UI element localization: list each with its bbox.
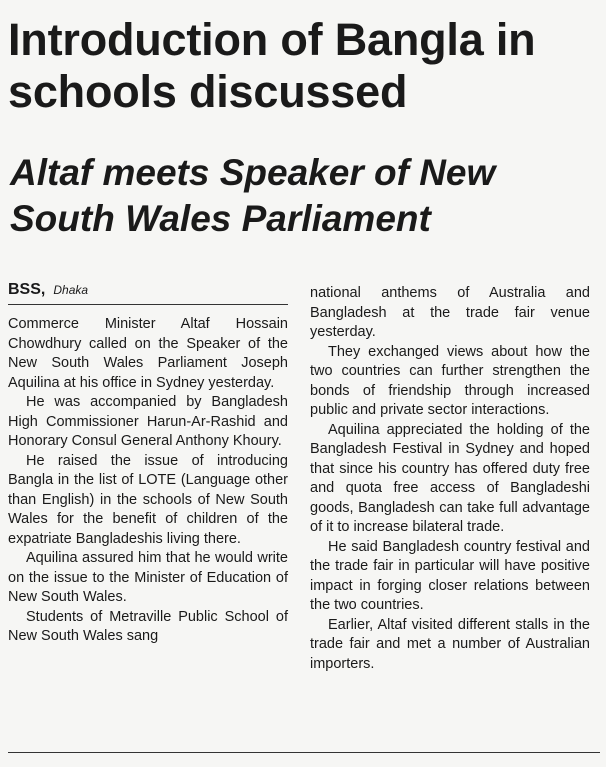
byline: [8, 280, 288, 305]
paragraph-9: Earlier, Altaf visited different stalls in the trade fair and met a number of Australian importers.: [310, 616, 590, 672]
subheadline: Altaf meets Speaker of New South Wales Parliament: [10, 152, 496, 239]
paragraph-7: Aquilina appreciated the holding of the Bangladesh Festival in Sydney and hoped that since his country has offered duty free and quota free access of Bangladeshi goods, Bangladesh can take full advantage of it to increase bilateral trade.: [310, 421, 590, 535]
paragraph-3: He raised the issue of introducing Bangla in the list of LOTE (Language other than English) in the schools of New South Wales for the benefit of children of the expatriate Bangladeshis living there.: [8, 452, 288, 547]
byline-source: BSS,: [8, 281, 46, 298]
bottom-rule: [8, 752, 600, 753]
headline: Introduction of Bangla in schools discussed: [8, 14, 536, 117]
paragraph-8: He said Bangladesh country festival and the trade fair in particular will have positive impact in forging closer relations between the two countries.: [310, 538, 590, 613]
paragraph-2: He was accompanied by Bangladesh High Commissioner Harun-Ar-Rashid and Honorary Consul General Anthony Khoury.: [8, 394, 288, 449]
byline-location: Dhaka: [53, 283, 89, 297]
paragraph-1: Commerce Minister Altaf Hossain Chowdhury called on the Speaker of the New South Wales Parliament Joseph Aquilina at his office in Sydney yesterday.: [8, 316, 288, 391]
paragraph-5-end: national anthems of Australia and Bangladesh at the trade fair venue yesterday.: [310, 285, 590, 340]
article-column-left: [8, 280, 288, 647]
paragraph-4: Aquilina assured him that he would write on the issue to the Minister of Education of New South Wales.: [8, 550, 288, 605]
paragraph-5-start: Students of Metraville Public School of New South Wales sang: [8, 608, 288, 644]
article-column-right: [310, 284, 590, 674]
paragraph-6: They exchanged views about how the two countries can further strengthen the bonds of friendship through increased public and private sector interactions.: [310, 343, 590, 418]
